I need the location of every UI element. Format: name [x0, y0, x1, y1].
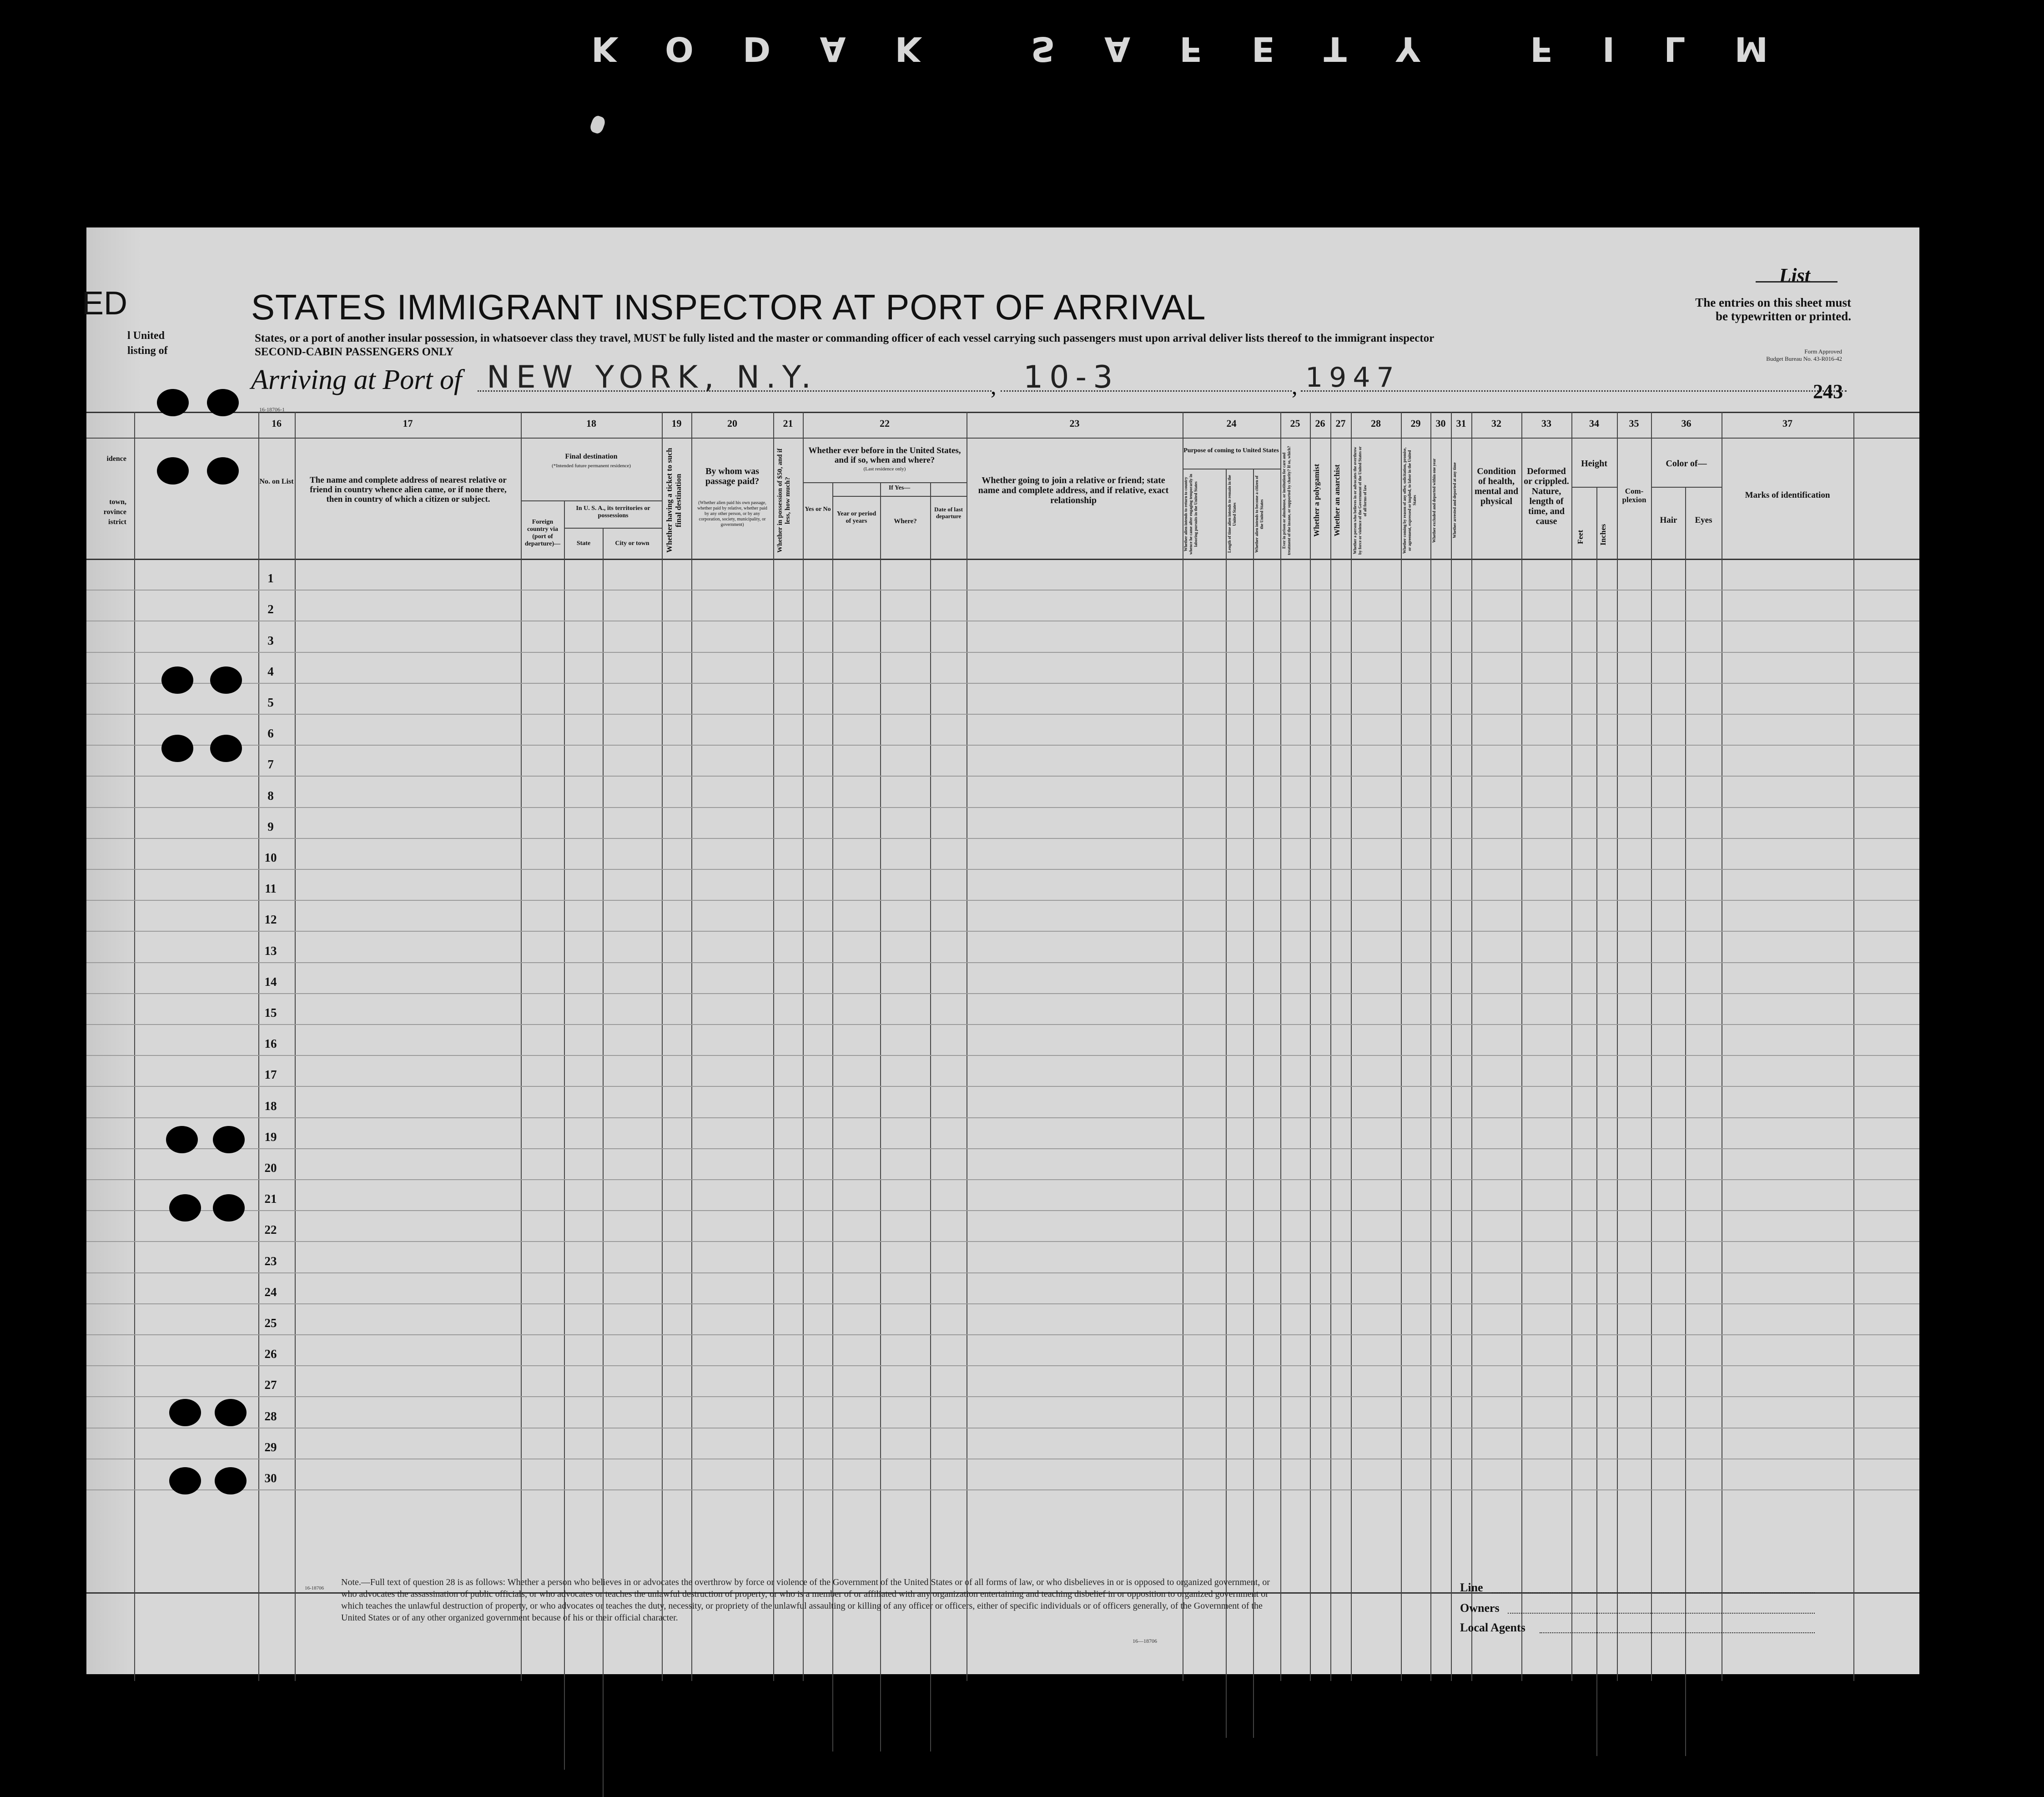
punch-hole — [161, 735, 193, 762]
list-label: List — [1779, 264, 1810, 287]
col-28-num: 28 — [1371, 418, 1381, 429]
row-number: 6 — [267, 727, 274, 741]
col-26-num: 26 — [1315, 418, 1325, 429]
bottom-form-code: 16-18706 — [305, 1585, 324, 1591]
row-separator — [86, 1241, 1919, 1242]
row-separator — [86, 1489, 1919, 1490]
col-28-label: Whether a person who believes in or advocates the overthrow by force or violence of the Government of the United States or of all forms of law — [1353, 446, 1367, 555]
col-29-num: 29 — [1410, 418, 1421, 429]
row-number: 4 — [267, 664, 274, 678]
form-subtitle: States, or a port of another insular possession, in whatsoever class they travel, MUST be fully listed and the master or commanding officer of each vessel carrying such passengers must upon arrival deliver lists thereof to the immigrant inspector — [255, 332, 1435, 344]
col-16-label: No. on List — [259, 478, 294, 485]
punch-hole — [161, 666, 193, 694]
col-19-label: Whether having a ticket to such final destination — [665, 448, 683, 553]
punch-hole — [157, 457, 189, 485]
row-number: 5 — [267, 696, 274, 709]
col-21-label: Whether in possession of $50, and if less, how much? — [776, 448, 791, 553]
note-code: 16—18706 — [1133, 1638, 1157, 1644]
punch-hole — [210, 666, 242, 694]
row-number: 17 — [264, 1068, 277, 1082]
stub-district-label: istrict — [108, 518, 126, 526]
col-33-num: 33 — [1541, 418, 1551, 429]
row-separator — [86, 869, 1919, 870]
col-36-label: Color of— — [1666, 459, 1707, 469]
col-24-sub3: Whether alien intends to become a citizen of the United States — [1254, 475, 1264, 553]
row-separator — [86, 1024, 1919, 1025]
row-number: 10 — [264, 851, 277, 864]
row-separator — [86, 683, 1919, 684]
row-separator — [86, 1055, 1919, 1056]
row-separator — [86, 1396, 1919, 1397]
question-28-note: Note.—Full text of question 28 is as follows: Whether a person who believes in or advocates the overthrow by force or violence of the Government of the United States or of all forms of law, or who disbelieves in or is opposed to organized government, or who advocates the assassination of public officials, or who advocates or teaches the unlawful destruction of property, or who is a member of or affiliated with any organization entertaining and teaching disbelief in or opposition to organized government or which teaches the unlawful destruction of property, or who advocates or teaches the duty, necessity, or propriety of the unlawful assaulting or killing of any officer or officers, either of specific individuals or of officers generally, of the Government of the United States or of any other organized government because of his or their official character. — [341, 1577, 1270, 1623]
film-speck — [589, 114, 606, 135]
col-20-num: 20 — [727, 418, 737, 429]
row-separator — [86, 745, 1919, 746]
row-number: 21 — [264, 1192, 277, 1206]
row-number: 9 — [267, 819, 274, 833]
col-18-city: City or town — [615, 540, 649, 547]
footer-agents-label: Local Agents — [1460, 1621, 1525, 1634]
col-25-label: Ever in prison or almshouse, or institution for care and treatment of the insane, or supported by charity? If so, which? — [1282, 446, 1291, 555]
row-separator — [86, 590, 1919, 591]
punch-hole — [213, 1126, 245, 1153]
col-23-label: Whether going to join a relative or friend; state name and complete address, and if relative, exact relationship — [978, 475, 1169, 505]
row-separator — [86, 652, 1919, 653]
row-separator — [86, 1365, 1919, 1366]
row-separator — [86, 807, 1919, 808]
punch-hole — [207, 457, 239, 485]
left-fragment-1: l United — [127, 330, 165, 342]
title-fragment: ED — [82, 285, 128, 322]
row-number: 11 — [265, 882, 277, 896]
punch-hole — [215, 1467, 247, 1494]
col-37-num: 37 — [1782, 418, 1792, 429]
punch-hole — [215, 1399, 247, 1426]
col-36-num: 36 — [1681, 418, 1692, 429]
punch-hole — [169, 1467, 201, 1494]
row-number: 27 — [264, 1378, 277, 1392]
punch-hole — [157, 389, 189, 416]
film-edge-text: KODAK SAFETY FILM — [591, 29, 1817, 68]
row-number: 24 — [264, 1285, 277, 1299]
col-22-years: Year or period of years — [836, 510, 876, 525]
port-handwritten: NEW YORK, N.Y. — [487, 359, 817, 395]
left-fragment-2: listing of — [127, 345, 168, 357]
col-20-note: (Whether alien paid his own passage, whether paid by relative, whether paid by any other person, or by any corporation, society, municipality, or government) — [697, 500, 767, 527]
col-20-label: By whom was passage paid? — [705, 466, 760, 486]
col-31-num: 31 — [1456, 418, 1466, 429]
row-separator — [86, 900, 1919, 901]
col-16-num: 16 — [272, 418, 282, 429]
row-number: 13 — [264, 944, 277, 958]
row-separator — [86, 993, 1919, 994]
col-18-label: Final destination — [565, 453, 618, 460]
col-35-label: Com-plexion — [1622, 487, 1646, 504]
col-24-sub1: Whether alien intends to return to country whence he came after engaging temporarily in laboring pursuits in the United States — [1183, 474, 1198, 555]
col-18-note: (*Intended future permanent residence) — [552, 463, 631, 469]
col-36-eyes: Eyes — [1695, 515, 1712, 525]
col-22-where: Where? — [894, 518, 917, 525]
row-number: 26 — [264, 1347, 277, 1361]
col-29-label: Whether coming by reason of any offer, solicitation, promise, or agreement, expressed or implied, to labor in the United States — [1402, 447, 1417, 554]
col-22-note: (Last residence only) — [863, 466, 906, 472]
row-separator — [86, 1428, 1919, 1429]
row-number: 30 — [264, 1471, 277, 1485]
punch-hole — [213, 1194, 245, 1222]
date-handwritten: 10-3 — [1023, 359, 1119, 395]
row-number: 20 — [264, 1161, 277, 1175]
manifest-sheet: ED l United listing of STATES IMMIGRANT INSPECTOR AT PORT OF ARRIVAL States, or a port of another insular possession, in whatsoever class they travel, MUST be fully listed and the master or commanding officer of each vessel carrying such passengers must upon arrival deliver lists thereof to the immigrant inspector SECOND-CABIN PASSENGERS ONLY List The entries on this sheet must be typewritten or printed. Form Approved Budget Bureau No. 43-R016-42 Arriving at Port of NEW YORK, N.Y. , 10-3 , 1947 243 16-18706-1 idence town, rovince istrict 16 17 18 19 20 21 22 23 24 25 26 27 28 29 30 31 32 33 34 35 36 37 No. on List The name and complete address of nearest relative or friend in country whence alien came, or if none there, then in country of which a citizen or subject. Final destination (*Intended future permanent residence) Foreign country via (port of departure)— In U. S. A., its territories or possessions State City or town Whether having a ticket to such final destination By whom was passage paid? (Whether alien paid his own passage, whether paid by relative, whether paid by any other person, or by any corporation, society, municipality, or government) Whether in possession of $50, and if less, how much? Whether ever before in the United States, and if so, when and where? (Last residence only) Yes or No If Yes— Year or period of years Where? Date of last departure Whether going to join a relative or friend; state name and complete address, and if relative, exact relationship Purpose of coming to United States Whether alien intends to return to country whence he came after engaging temporarily in laboring pursuits in the United States Length of time alien intends to remain in the United States Whether alien intends to become a citizen of the United States Ever in prison or almshouse, or institution for care and treatment of the insane, or supported by charity? If so, which? Whether a polygamist Whether an anarchist Whether a person who believes in or advocates the overthrow by force or violence of the Government of the United States or of all forms of law Whether coming by reason of any offer, solicitation, promise, or agreement, expressed or implied, to labor in the United States Whether excluded and deported within one year Whether arrested and deported at any time Condition of health, mental and physical Deformed or crippled. Nature, length of time, and cause Height Feet Inches Com-plexion Color of— Hair Eyes Marks of identification 1 2 3 4 5 6 7 8 9 10 11 12 13 14 15 16 17 18 19 20 21 22 23 24 25 26 27 28 29 30 16-18706 Note.—Full text of question 28 is as follows: Whether a person who believes in or advocates the overthrow by force or violence of the Government of the United States or of all forms of law, or who disbelieves in or is opposed to organized government, or who advocates the assassination of public officials, or who advocates or teaches the unlawful destruction of property, or who is a member of or affiliated with any organization entertaining and teaching disbelief in or opposition to organized government or which teaches the unlawful destruction of property, or who advocates or teaches the duty, necessity, or propriety of the unlawful assaulting or killing of any officer or officers, either of specific individuals or of officers generally, of the Government of the United States or of any other organized government because of his or their official character. 16—18706 Line Owners Local Agents — [86, 227, 1919, 1674]
row-separator — [86, 1303, 1919, 1304]
row-number: 3 — [267, 633, 274, 647]
budget-approval: Form Approved Budget Bureau No. 43-R016-42 — [1766, 348, 1842, 362]
row-separator — [86, 1117, 1919, 1118]
col-31-label: Whether arrested and deported at any time — [1452, 462, 1457, 539]
row-number: 25 — [264, 1316, 277, 1330]
col-19-num: 19 — [671, 418, 682, 429]
col-24-sub2: Length of time alien intends to remain in the United States — [1227, 475, 1237, 553]
punch-hole — [166, 1126, 198, 1153]
col-24-num: 24 — [1226, 418, 1237, 429]
footer-owners-label: Owners — [1460, 1601, 1500, 1615]
col-37-label: Marks of identification — [1745, 490, 1830, 500]
stub-town-label: town, — [109, 498, 126, 506]
col-32-num: 32 — [1491, 418, 1501, 429]
row-separator — [86, 1086, 1919, 1087]
row-number: 1 — [267, 571, 274, 586]
row-number: 15 — [264, 1006, 277, 1020]
col-18-foreign: Foreign country via (port of departure)— — [524, 519, 561, 547]
col-22-ifyes: If Yes— — [888, 485, 911, 491]
row-separator — [86, 1148, 1919, 1149]
row-number: 19 — [264, 1130, 277, 1144]
row-number: 12 — [264, 913, 277, 927]
stub-residence-label: idence — [106, 455, 126, 463]
col-22-label: Whether ever before in the United States, and if so, when and where? — [808, 446, 961, 465]
row-separator — [86, 838, 1919, 839]
col-22-num: 22 — [880, 418, 890, 429]
col-32-label: Condition of health, mental and physical — [1474, 466, 1519, 506]
form-class-note: SECOND-CABIN PASSENGERS ONLY — [255, 346, 454, 358]
year-handwritten: 1947 — [1305, 362, 1400, 394]
stub-province-label: rovince — [103, 508, 126, 516]
row-number: 2 — [267, 602, 274, 616]
form-title: STATES IMMIGRANT INSPECTOR AT PORT OF ARRIVAL — [251, 287, 1206, 327]
row-separator — [86, 962, 1919, 963]
punch-hole — [169, 1194, 201, 1222]
form-code: 16-18706-1 — [259, 406, 285, 413]
col-17-label: The name and complete address of nearest relative or friend in country whence alien came, or if none there, then in country of which a citizen or subject. — [310, 475, 507, 504]
col-17-num: 17 — [403, 418, 413, 429]
row-number: 22 — [264, 1223, 277, 1237]
col-27-label: Whether an anarchist — [1333, 464, 1341, 537]
col-21-num: 21 — [783, 418, 793, 429]
row-number: 16 — [264, 1037, 277, 1051]
row-separator — [86, 1272, 1919, 1273]
col-22-yesno: Yes or No — [805, 506, 831, 513]
row-number: 14 — [264, 974, 277, 989]
row-separator — [86, 1179, 1919, 1180]
col-34-inches: Inches — [1599, 524, 1607, 545]
row-number: 28 — [264, 1409, 277, 1423]
row-number: 23 — [264, 1254, 277, 1268]
col-18-usa: In U. S. A., its territories or possessions — [576, 505, 650, 519]
col-33-label: Deformed or crippled. Nature, length of time, and cause — [1524, 466, 1569, 526]
col-22-date: Date of last departure — [934, 506, 963, 520]
entries-note: The entries on this sheet must be typewritten or printed. — [1695, 296, 1851, 323]
col-34-label: Height — [1581, 459, 1607, 469]
col-26-label: Whether a polygamist — [1312, 464, 1321, 537]
punch-hole — [207, 389, 239, 416]
row-number: 29 — [264, 1440, 277, 1454]
row-separator — [86, 714, 1919, 715]
col-30-num: 30 — [1435, 418, 1446, 429]
col-36-hair: Hair — [1660, 515, 1677, 525]
row-separator — [86, 1210, 1919, 1211]
row-separator — [86, 1334, 1919, 1335]
sheet-number: 243 — [1813, 380, 1843, 403]
list-line — [1756, 281, 1838, 283]
col-18-num: 18 — [586, 418, 596, 429]
col-34-feet: Feet — [1576, 530, 1585, 544]
punch-hole — [210, 735, 242, 762]
col-24-label: Purpose of coming to United States — [1183, 447, 1279, 454]
col-30-label: Whether excluded and deported within one year — [1432, 458, 1436, 543]
col-25-num: 25 — [1290, 418, 1300, 429]
row-separator — [86, 931, 1919, 932]
arriving-label: Arriving at Port of — [251, 364, 462, 395]
punch-hole — [169, 1399, 201, 1426]
row-number: 18 — [264, 1099, 277, 1113]
col-27-num: 27 — [1335, 418, 1346, 429]
row-number: 7 — [267, 757, 274, 772]
col-35-num: 35 — [1629, 418, 1639, 429]
row-separator — [86, 776, 1919, 777]
col-34-num: 34 — [1589, 418, 1599, 429]
col-23-num: 23 — [1069, 418, 1080, 429]
col-18-state: State — [576, 540, 591, 547]
row-number: 8 — [267, 788, 274, 803]
footer-line-label: Line — [1460, 1581, 1483, 1594]
